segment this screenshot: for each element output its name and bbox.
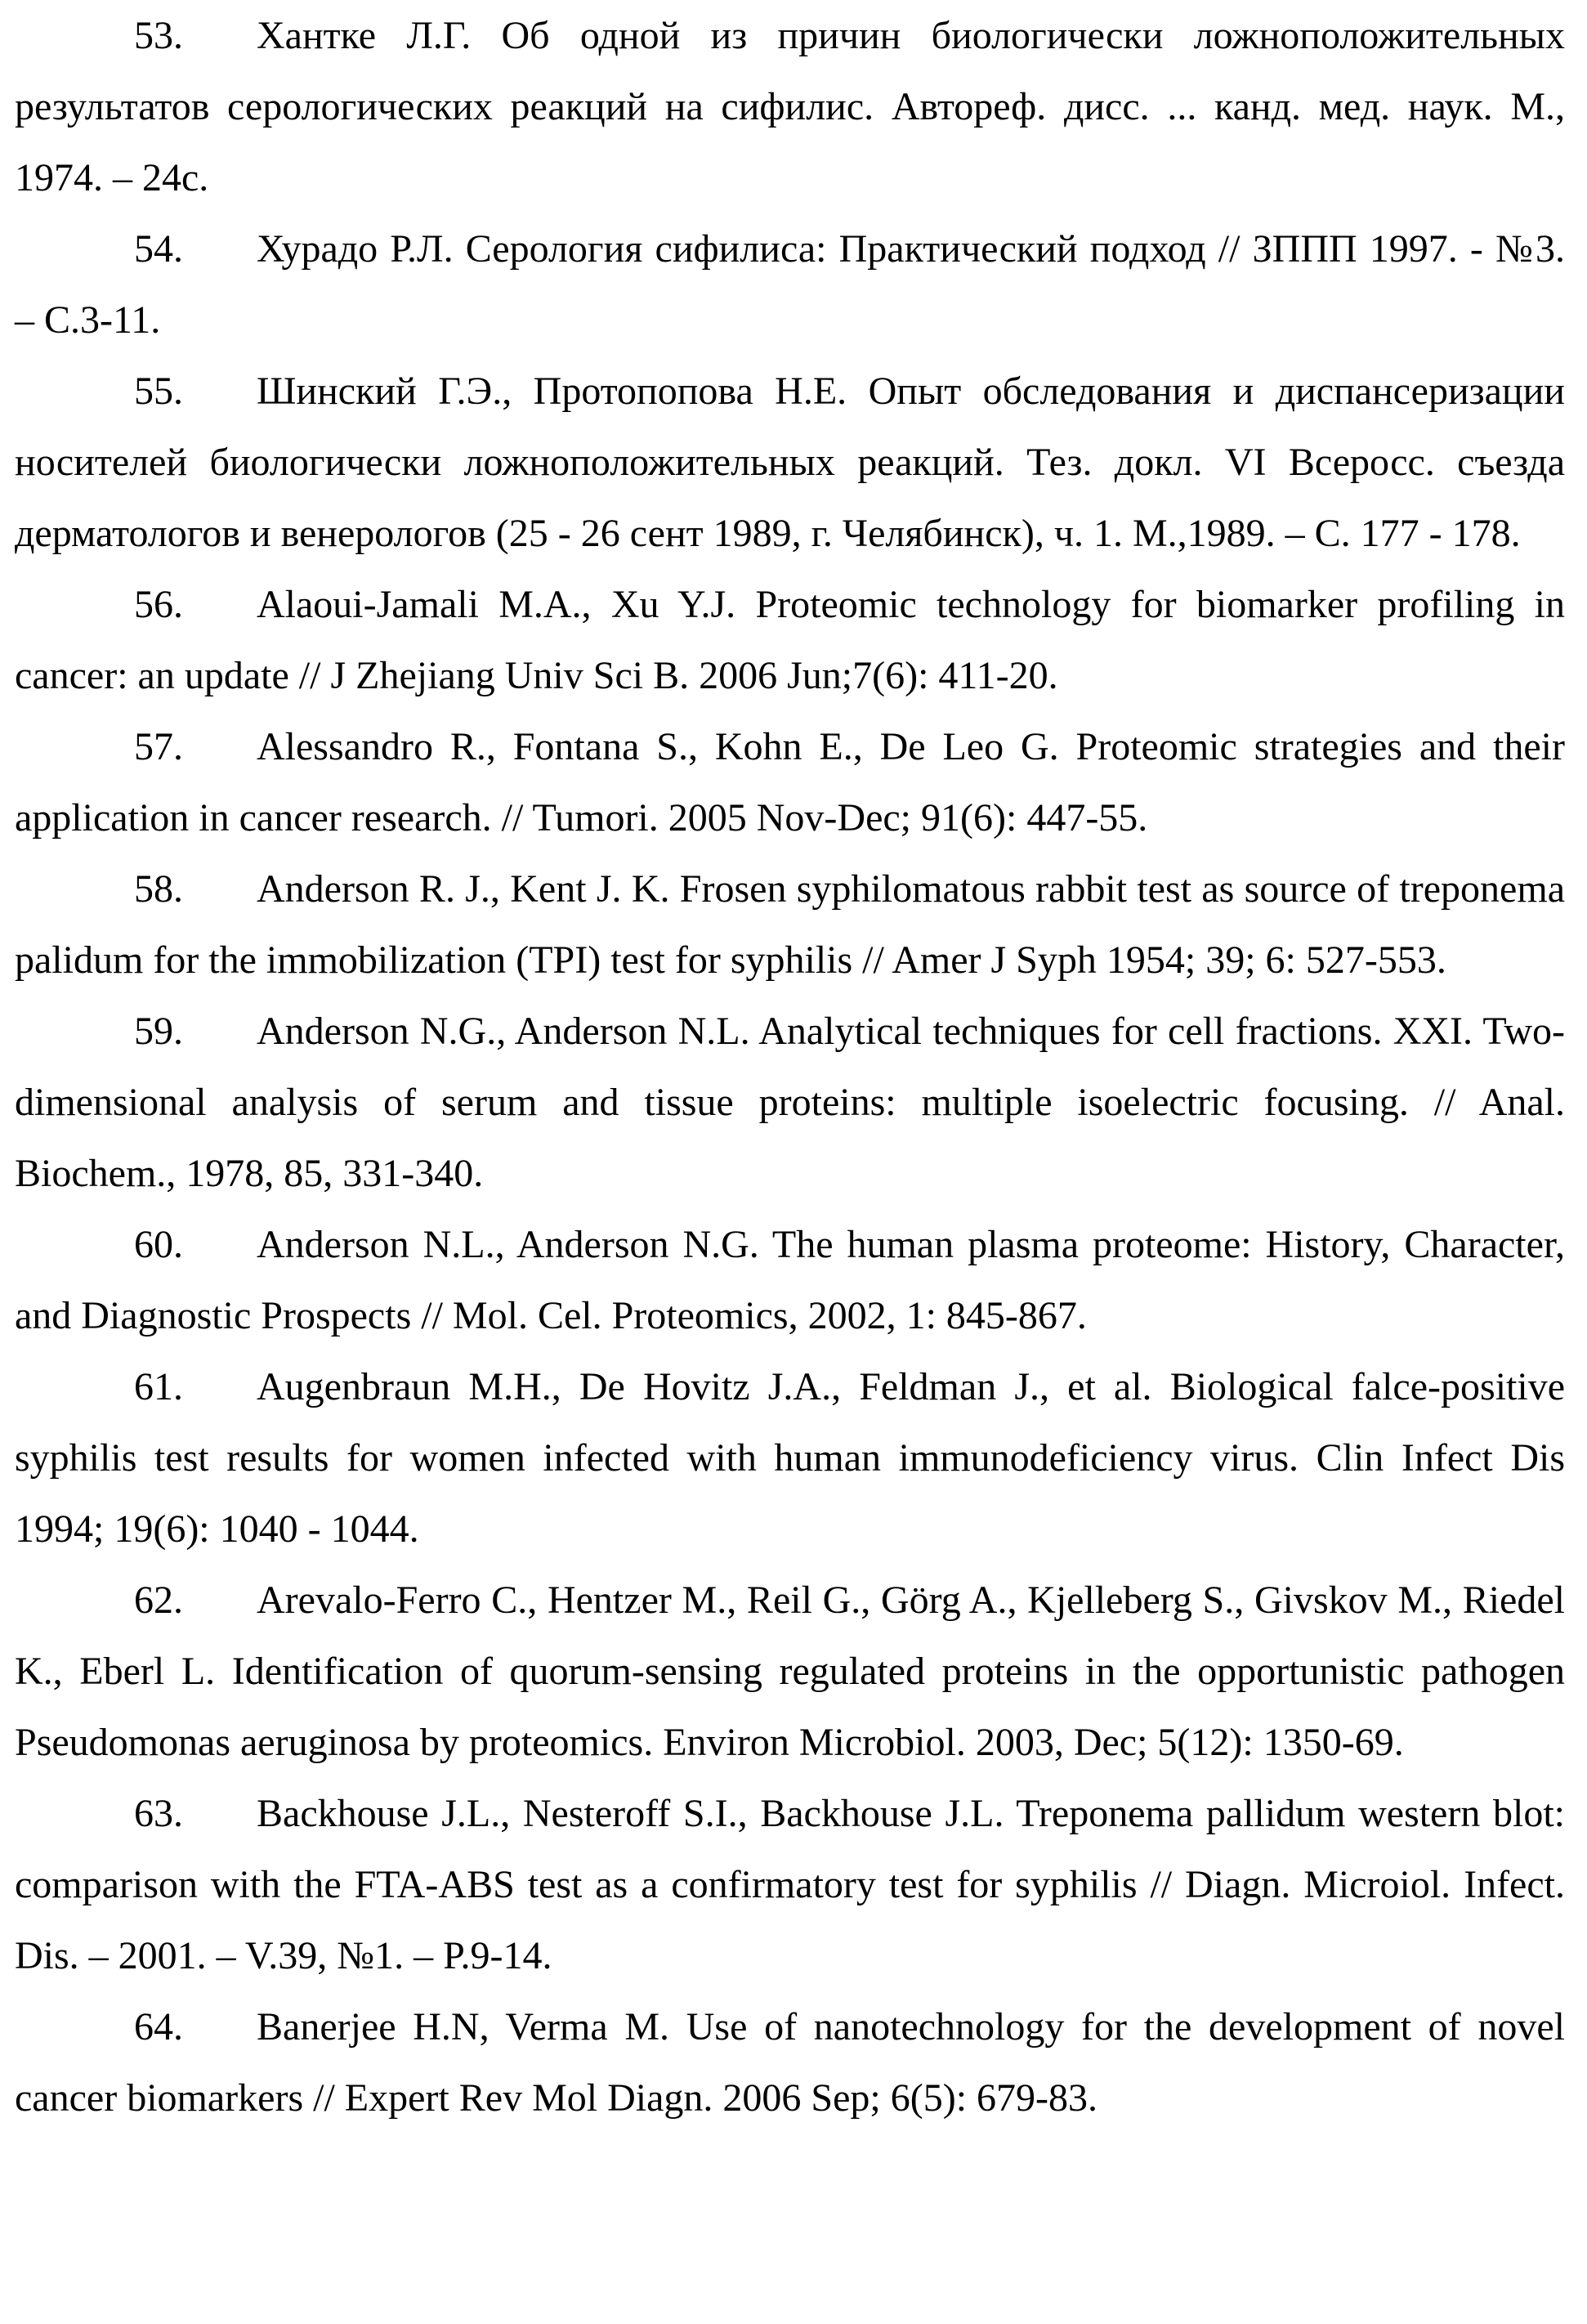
reference-number: 57.: [134, 725, 183, 768]
reference-text: Шинский Г.Э., Протопопова Н.Е. Опыт обследования и диспансеризации носителей биологически ложноположительных реакций. Тез. докл. VI Всеросс. съезда дерматологов и венерологов (25 - 26 сент 1989, г. Челябинск), ч. 1. М.,1989. – С. 177 - 178.: [15, 369, 1565, 555]
reference-item-56: [15, 569, 1565, 711]
reference-number: 58.: [134, 867, 183, 911]
reference-item-64: [15, 1991, 1565, 2134]
reference-item-63: [15, 1778, 1565, 1991]
reference-number: 53.: [134, 14, 183, 57]
reference-text: Хурадо Р.Л. Серология сифилиса: Практический подход // ЗППП 1997. - №3. – С.3-11.: [15, 227, 1565, 342]
reference-text: Alessandro R., Fontana S., Kohn E., De Leo G. Proteomic strategies and their application in cancer research. // Tumori. 2005 Nov-Dec; 91(6): 447-55.: [15, 725, 1565, 840]
reference-number: 60.: [134, 1223, 183, 1266]
reference-text: Хантке Л.Г. Об одной из причин биологически ложноположительных результатов серологических реакций на сифилис. Автореф. дисс. ... канд. мед. наук. М., 1974. – 24с.: [15, 14, 1565, 199]
reference-item-58: [15, 853, 1565, 996]
reference-number: 61.: [134, 1365, 183, 1408]
reference-text: Arevalo-Ferro C., Hentzer M., Reil G., Görg A., Kjelleberg S., Givskov M., Riedel K., Eberl L. Identification of quorum-sensing regulated proteins in the opportunistic pathogen Pseudomonas aeruginosa by proteomics. Environ Microbiol. 2003, Dec; 5(12): 1350-69.: [15, 1578, 1565, 1764]
reference-number: 63.: [134, 1792, 183, 1835]
reference-text: Anderson N.G., Anderson N.L. Analytical techniques for cell fractions. XXI. Two-dimensional analysis of serum and tissue proteins: multiple isoelectric focusing. // Anal. Biochem., 1978, 85, 331-340.: [15, 1010, 1565, 1195]
reference-text: Augenbraun M.H., De Hovitz J.A., Feldman J., et al. Biological falce-positive syphilis test results for women infected with human immunodeficiency virus. Clin Infect Dis 1994; 19(6): 1040 - 1044.: [15, 1365, 1565, 1551]
reference-number: 56.: [134, 583, 183, 626]
reference-number: 62.: [134, 1578, 183, 1622]
reference-item-61: [15, 1351, 1565, 1565]
reference-list: [15, 0, 1565, 2134]
reference-item-60: [15, 1209, 1565, 1351]
reference-item-55: [15, 356, 1565, 569]
reference-text: Anderson R. J., Kent J. K. Frosen syphilomatous rabbit test as source of treponema palidum for the immobilization (TPI) test for syphilis // Amer J Syph 1954; 39; 6: 527-553.: [15, 867, 1565, 982]
reference-number: 54.: [134, 227, 183, 271]
reference-item-53: [15, 0, 1565, 213]
reference-text: Anderson N.L., Anderson N.G. The human plasma proteome: History, Character, and Diagnostic Prospects // Mol. Cel. Proteomics, 2002, 1: 845-867.: [15, 1223, 1565, 1337]
reference-number: 55.: [134, 369, 183, 413]
reference-item-62: [15, 1565, 1565, 1778]
reference-number: 64.: [134, 2005, 183, 2049]
reference-text: Alaoui-Jamali M.A., Xu Y.J. Proteomic technology for biomarker profiling in cancer: an update // J Zhejiang Univ Sci B. 2006 Jun;7(6): 411-20.: [15, 583, 1565, 697]
reference-item-57: [15, 711, 1565, 853]
reference-number: 59.: [134, 1010, 183, 1053]
reference-item-59: [15, 996, 1565, 1209]
reference-text: Backhouse J.L., Nesteroff S.I., Backhouse J.L. Treponema pallidum western blot: comparison with the FTA-ABS test as a confirmatory test for syphilis // Diagn. Microiol. Infect. Dis. – 2001. – V.39, №1. – P.9-14.: [15, 1792, 1565, 1977]
reference-item-54: [15, 213, 1565, 356]
reference-text: Banerjee H.N, Verma M. Use of nanotechnology for the development of novel cancer biomarkers // Expert Rev Mol Diagn. 2006 Sep; 6(5): 679-83.: [15, 2005, 1565, 2120]
